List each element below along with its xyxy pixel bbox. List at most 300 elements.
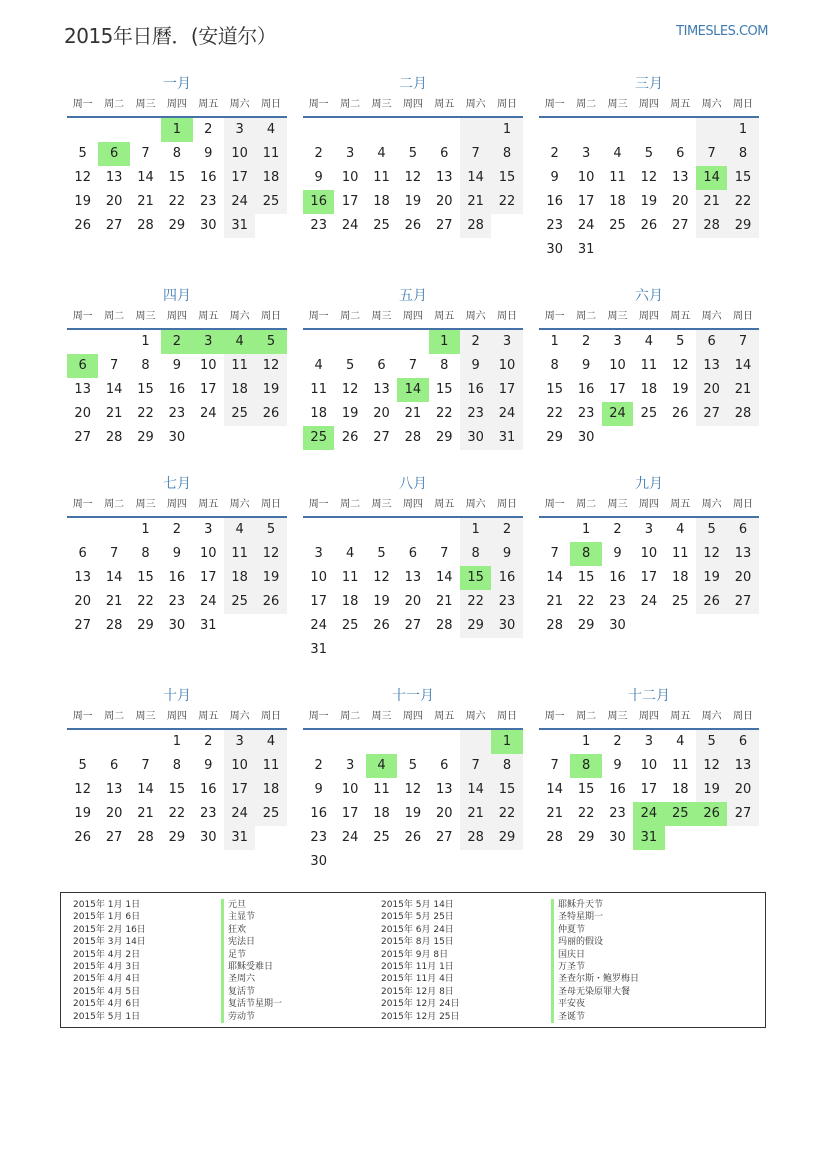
day-cell: 3 <box>613 334 622 349</box>
month-title: 十月 <box>163 688 191 704</box>
week-row <box>303 826 523 850</box>
weekday-label: 周一 <box>308 711 329 722</box>
weekday-header <box>67 94 287 118</box>
day-cell: 24 <box>341 218 359 233</box>
day-cell: 15 <box>491 778 522 802</box>
day-cell: 17 <box>199 382 217 397</box>
weekday-label: 周三 <box>607 499 628 510</box>
day-cell: 23 <box>310 218 327 233</box>
day-cell: 19 <box>255 566 286 590</box>
weekday-label: 周三 <box>135 499 156 510</box>
empty-day-cell <box>397 330 428 354</box>
weekday-label: 周六 <box>229 711 250 722</box>
day-cell: 9 <box>204 146 213 161</box>
day-cell: 8 <box>491 142 522 166</box>
day-cell: 5 <box>408 146 417 161</box>
month-title: 五月 <box>399 288 427 304</box>
holiday-names-column-1 <box>221 899 282 1023</box>
day-cell: 28 <box>546 618 563 633</box>
day-cell: 30 <box>546 242 563 257</box>
day-cell: 6 <box>440 758 449 773</box>
empty-day-cell <box>255 614 286 638</box>
week-row <box>67 214 287 238</box>
day-cell: 6 <box>377 358 386 373</box>
day-cell: 14 <box>460 778 491 802</box>
day-cell: 18 <box>341 594 359 609</box>
day-cell: 3 <box>224 730 255 754</box>
day-cell: 17 <box>609 382 626 397</box>
day-cell: 10 <box>640 546 658 561</box>
weekday-label: 周一 <box>544 499 565 510</box>
weekday-label: 周二 <box>576 711 597 722</box>
week-row <box>539 426 759 450</box>
day-cell: 2 <box>613 522 622 537</box>
day-cell: 23 <box>577 406 595 421</box>
holiday-entry: 元旦 <box>221 899 282 911</box>
day-cell: 26 <box>640 218 658 233</box>
day-cell: 22 <box>137 594 154 609</box>
weekday-header <box>67 706 287 730</box>
day-cell: 7 <box>550 546 559 561</box>
day-cell: 10 <box>199 358 217 373</box>
weekday-label: 周二 <box>576 499 597 510</box>
week-row <box>303 850 523 874</box>
day-cell: 28 <box>435 618 453 633</box>
day-cell: 6 <box>727 518 758 542</box>
day-cell: 8 <box>460 542 491 566</box>
day-cell: 21 <box>696 190 727 214</box>
weekday-label: 周日 <box>733 311 754 322</box>
empty-day-cell <box>366 518 397 542</box>
week-row <box>539 402 759 426</box>
day-cell: 27 <box>435 218 453 233</box>
empty-day-cell <box>67 330 98 354</box>
weekday-label: 周五 <box>434 499 455 510</box>
day-cell: 5 <box>78 758 87 773</box>
month-title: 二月 <box>399 76 427 92</box>
week-row <box>539 566 759 590</box>
day-cell: 26 <box>74 218 91 233</box>
day-cell: 20 <box>404 594 422 609</box>
week-row <box>539 330 759 354</box>
week-row <box>303 214 523 238</box>
weekday-label: 周一 <box>72 311 93 322</box>
day-cell: 2 <box>204 734 213 749</box>
week-row <box>67 426 287 450</box>
day-cell: 27 <box>74 430 91 445</box>
day-cell: 9 <box>314 170 323 185</box>
day-cell: 29 <box>727 214 758 238</box>
week-row <box>67 802 287 826</box>
day-cell: 8 <box>172 146 181 161</box>
day-cell: 31 <box>491 426 522 450</box>
day-cell: 25 <box>373 830 390 845</box>
day-cell: 30 <box>577 430 595 445</box>
day-cell: 17 <box>640 782 658 797</box>
day-cell: 4 <box>377 146 386 161</box>
holiday-day-cell: 3 <box>193 330 224 354</box>
day-cell: 13 <box>435 782 453 797</box>
day-cell: 30 <box>609 830 626 845</box>
day-cell: 19 <box>74 194 91 209</box>
week-row <box>303 802 523 826</box>
day-cell: 20 <box>373 406 390 421</box>
empty-day-cell <box>602 238 633 262</box>
day-cell: 31 <box>577 242 595 257</box>
empty-day-cell <box>665 118 696 142</box>
day-cell: 12 <box>696 754 727 778</box>
week-row <box>539 142 759 166</box>
weekday-label: 周六 <box>229 311 250 322</box>
day-cell: 26 <box>255 402 286 426</box>
day-cell: 14 <box>460 166 491 190</box>
day-cell: 20 <box>727 778 758 802</box>
day-cell: 11 <box>671 546 689 561</box>
day-cell: 10 <box>341 782 359 797</box>
day-cell: 3 <box>345 758 355 773</box>
day-cell: 27 <box>671 218 689 233</box>
holiday-day-cell: 24 <box>602 402 633 426</box>
weekday-label: 周四 <box>638 311 659 322</box>
day-cell: 12 <box>74 170 91 185</box>
empty-day-cell <box>334 850 365 874</box>
holiday-entry: 2015年 5月 14日 <box>381 900 454 910</box>
week-row <box>67 518 287 542</box>
empty-day-cell <box>193 426 224 450</box>
holiday-list <box>60 892 766 1028</box>
empty-day-cell <box>67 118 98 142</box>
day-cell: 25 <box>640 406 658 421</box>
empty-day-cell <box>366 730 397 754</box>
holiday-dates-column-2 <box>381 899 460 1023</box>
day-cell: 27 <box>105 218 123 233</box>
day-cell: 20 <box>727 566 758 590</box>
day-cell: 14 <box>105 382 123 397</box>
month-12 <box>539 686 759 850</box>
day-cell: 16 <box>460 378 491 402</box>
week-row <box>539 590 759 614</box>
empty-day-cell <box>460 850 491 874</box>
holiday-day-cell: 24 <box>633 802 664 826</box>
weekday-label: 周二 <box>104 99 125 110</box>
weekday-label: 周六 <box>465 99 486 110</box>
day-cell: 19 <box>341 406 359 421</box>
weekday-label: 周二 <box>340 499 361 510</box>
week-row <box>539 826 759 850</box>
day-cell: 9 <box>613 546 622 561</box>
day-cell: 14 <box>435 570 453 585</box>
day-cell: 12 <box>255 354 286 378</box>
week-row <box>67 354 287 378</box>
holiday-day-cell: 1 <box>161 118 192 142</box>
week-row <box>67 590 287 614</box>
day-cell: 21 <box>105 406 123 421</box>
weekday-label: 周日 <box>261 499 282 510</box>
day-cell: 1 <box>550 334 559 349</box>
holiday-entry: 2015年 11月 1日 <box>381 962 454 973</box>
day-cell: 13 <box>373 382 390 397</box>
week-row <box>303 142 523 166</box>
week-row <box>539 518 759 542</box>
day-cell: 9 <box>172 546 181 561</box>
day-cell: 6 <box>696 330 727 354</box>
day-cell: 7 <box>141 146 150 161</box>
week-row <box>539 730 759 754</box>
day-cell: 1 <box>460 518 491 542</box>
day-cell: 16 <box>546 194 563 209</box>
weekday-label: 周日 <box>261 311 282 322</box>
holiday-names-column-2 <box>551 899 639 1023</box>
day-cell: 28 <box>137 830 154 845</box>
holiday-entry: 2015年 4月 3日 <box>73 962 141 973</box>
week-row <box>303 730 523 754</box>
holiday-day-cell: 26 <box>696 802 727 826</box>
empty-day-cell <box>303 118 334 142</box>
week-row <box>303 378 523 402</box>
empty-day-cell <box>130 118 161 142</box>
weekday-label: 周四 <box>402 499 423 510</box>
day-cell: 1 <box>141 334 150 349</box>
weekday-label: 周四 <box>638 99 659 110</box>
day-cell: 16 <box>577 382 595 397</box>
day-cell: 15 <box>491 166 522 190</box>
day-cell: 23 <box>199 194 217 209</box>
empty-day-cell <box>429 518 460 542</box>
weekday-header <box>539 494 759 518</box>
week-row <box>539 238 759 262</box>
day-cell: 11 <box>224 354 255 378</box>
weekday-label: 周四 <box>638 499 659 510</box>
day-cell: 25 <box>609 218 626 233</box>
holiday-entry: 2015年 12月 24日 <box>381 999 460 1010</box>
empty-day-cell <box>397 118 428 142</box>
day-cell: 20 <box>435 194 453 209</box>
day-cell: 22 <box>168 194 186 209</box>
empty-day-cell <box>303 518 334 542</box>
holiday-entry: 足节 <box>221 949 282 961</box>
weekday-label: 周五 <box>198 711 219 722</box>
day-cell: 28 <box>137 218 154 233</box>
empty-day-cell <box>491 214 522 238</box>
empty-day-cell <box>255 426 286 450</box>
holiday-entry: 国庆日 <box>551 949 639 961</box>
day-cell: 4 <box>314 358 323 373</box>
month-8 <box>303 474 523 662</box>
day-cell: 1 <box>727 118 758 142</box>
weekday-label: 周六 <box>465 311 486 322</box>
week-row <box>303 614 523 638</box>
month-title: 一月 <box>163 76 191 92</box>
holiday-day-cell: 4 <box>366 754 397 778</box>
day-cell: 26 <box>74 830 91 845</box>
day-cell: 23 <box>168 406 186 421</box>
day-cell: 29 <box>168 218 186 233</box>
day-cell: 29 <box>168 830 186 845</box>
day-cell: 12 <box>640 170 658 185</box>
day-cell: 24 <box>224 190 255 214</box>
day-cell: 7 <box>141 758 150 773</box>
day-cell: 23 <box>609 806 626 821</box>
weekday-label: 周一 <box>72 499 93 510</box>
week-row <box>303 402 523 426</box>
holiday-day-cell: 6 <box>98 142 129 166</box>
day-cell: 14 <box>546 782 563 797</box>
holiday-day-cell: 31 <box>633 826 664 850</box>
weekday-label: 周五 <box>670 311 691 322</box>
day-cell: 11 <box>640 358 658 373</box>
day-cell: 9 <box>314 782 323 797</box>
day-cell: 27 <box>373 430 390 445</box>
day-cell: 27 <box>727 590 758 614</box>
site-link[interactable]: TIMESLES.COM <box>676 24 768 39</box>
empty-day-cell <box>98 118 129 142</box>
week-row <box>67 330 287 354</box>
weekday-label: 周日 <box>733 499 754 510</box>
week-row <box>539 190 759 214</box>
day-cell: 11 <box>609 170 626 185</box>
day-cell: 23 <box>546 218 563 233</box>
day-cell: 22 <box>577 594 595 609</box>
day-cell: 21 <box>137 194 154 209</box>
weekday-label: 周五 <box>434 311 455 322</box>
day-cell: 17 <box>341 806 359 821</box>
weekday-label: 周六 <box>701 99 722 110</box>
empty-day-cell <box>98 330 129 354</box>
day-cell: 6 <box>676 146 685 161</box>
holiday-day-cell: 4 <box>224 330 255 354</box>
weekday-label: 周六 <box>229 99 250 110</box>
weekday-label: 周六 <box>229 499 250 510</box>
day-cell: 17 <box>577 194 595 209</box>
weekday-header <box>303 494 523 518</box>
day-cell: 7 <box>727 330 758 354</box>
holiday-entry: 2015年 6月 24日 <box>381 924 454 935</box>
day-cell: 21 <box>546 594 563 609</box>
day-cell: 25 <box>671 594 689 609</box>
day-cell: 29 <box>577 618 595 633</box>
day-cell: 17 <box>640 570 658 585</box>
empty-day-cell <box>570 118 601 142</box>
day-cell: 25 <box>373 218 390 233</box>
day-cell: 4 <box>224 518 255 542</box>
day-cell: 7 <box>696 142 727 166</box>
weekday-label: 周二 <box>576 311 597 322</box>
day-cell: 16 <box>609 570 626 585</box>
weekday-label: 周日 <box>261 99 282 110</box>
weekday-label: 周二 <box>340 311 361 322</box>
weekday-label: 周日 <box>497 499 518 510</box>
weekday-label: 周四 <box>638 711 659 722</box>
day-cell: 10 <box>341 170 359 185</box>
week-row <box>303 190 523 214</box>
day-cell: 19 <box>373 594 390 609</box>
empty-day-cell <box>224 614 255 638</box>
day-cell: 26 <box>696 590 727 614</box>
holiday-entry: 2015年 12月 25日 <box>381 1011 460 1022</box>
day-cell: 18 <box>609 194 626 209</box>
day-cell: 28 <box>727 402 758 426</box>
day-cell: 29 <box>577 830 595 845</box>
weekday-label: 周三 <box>607 311 628 322</box>
weekday-label: 周三 <box>371 311 392 322</box>
day-cell: 23 <box>491 590 522 614</box>
day-cell: 3 <box>581 146 591 161</box>
day-cell: 12 <box>373 570 390 585</box>
holiday-day-cell: 6 <box>67 354 98 378</box>
empty-day-cell <box>334 638 365 662</box>
day-cell: 1 <box>581 522 591 537</box>
holiday-entry: 玛丽的假设 <box>551 936 639 948</box>
day-cell: 18 <box>373 806 390 821</box>
day-cell: 4 <box>345 546 355 561</box>
holiday-day-cell: 14 <box>696 166 727 190</box>
day-cell: 3 <box>204 522 213 537</box>
day-cell: 19 <box>696 566 727 590</box>
day-cell: 14 <box>727 354 758 378</box>
day-cell: 16 <box>310 806 327 821</box>
week-row <box>303 754 523 778</box>
day-cell: 23 <box>199 806 217 821</box>
day-cell: 5 <box>696 730 727 754</box>
weekday-label: 周五 <box>198 311 219 322</box>
weekday-label: 周二 <box>576 99 597 110</box>
week-row <box>303 166 523 190</box>
weekday-label: 周三 <box>607 99 628 110</box>
day-cell: 13 <box>105 782 123 797</box>
day-cell: 5 <box>377 546 386 561</box>
day-cell: 11 <box>255 142 286 166</box>
empty-day-cell <box>397 850 428 874</box>
holiday-entry: 2015年 12月 8日 <box>381 986 454 997</box>
week-row <box>67 118 287 142</box>
day-cell: 3 <box>314 546 323 561</box>
week-row <box>539 802 759 826</box>
weekday-label: 周三 <box>135 311 156 322</box>
empty-day-cell <box>539 730 570 754</box>
day-cell: 22 <box>460 590 491 614</box>
day-cell: 15 <box>577 570 595 585</box>
week-row <box>303 542 523 566</box>
holiday-day-cell: 1 <box>491 730 522 754</box>
month-title: 三月 <box>635 76 663 92</box>
holiday-entry: 圣母无染原罪大餐 <box>551 986 639 998</box>
day-cell: 31 <box>224 826 255 850</box>
day-cell: 11 <box>373 782 390 797</box>
weekday-label: 周日 <box>733 711 754 722</box>
day-cell: 26 <box>373 618 390 633</box>
week-row <box>303 118 523 142</box>
day-cell: 3 <box>491 330 522 354</box>
day-cell: 22 <box>168 806 186 821</box>
day-cell: 23 <box>310 830 327 845</box>
holiday-dates-column-1 <box>73 899 146 1023</box>
day-cell: 18 <box>224 378 255 402</box>
week-row <box>539 214 759 238</box>
week-row <box>539 542 759 566</box>
day-cell: 12 <box>404 782 422 797</box>
empty-day-cell <box>727 826 758 850</box>
week-row <box>303 426 523 450</box>
day-cell: 17 <box>199 570 217 585</box>
week-row <box>303 638 523 662</box>
week-row <box>67 566 287 590</box>
weekday-label: 周日 <box>497 99 518 110</box>
holiday-entry: 2015年 4月 6日 <box>73 999 141 1010</box>
week-row <box>303 330 523 354</box>
day-cell: 16 <box>168 382 186 397</box>
day-cell: 8 <box>141 358 150 373</box>
empty-day-cell <box>334 118 365 142</box>
